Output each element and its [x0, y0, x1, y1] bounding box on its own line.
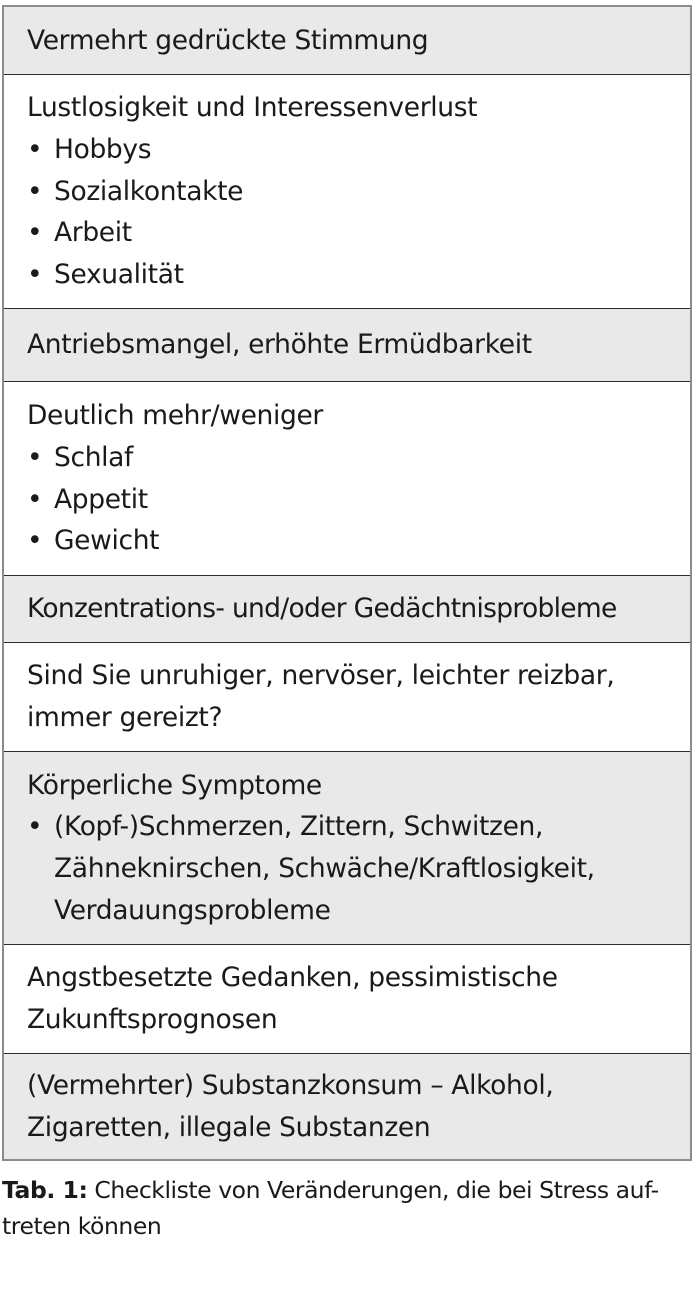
bullet-icon: •: [27, 217, 43, 249]
table-row: [4, 381, 690, 575]
table-row: [4, 944, 690, 1053]
row-text: Zukunftsprognosen: [27, 1004, 278, 1035]
table-row: [4, 308, 690, 381]
bullet-icon: •: [27, 259, 43, 291]
row-text: Konzentrations- und/oder Gedächtnisprobleme: [27, 593, 617, 625]
bullet-icon: •: [27, 133, 43, 165]
caption-text: Checkliste von Veränderungen, die bei Stress auf-: [87, 1176, 659, 1204]
table-row: [4, 7, 690, 74]
row-title: Lustlosigkeit und Interessenverlust: [27, 92, 478, 124]
list-item: • Sexualität: [27, 254, 690, 296]
bullet-icon: •: [27, 175, 43, 207]
row-text: Angstbesetzte Gedanken, pessimistische: [27, 962, 558, 994]
row-title: Körperliche Symptome: [27, 769, 322, 801]
list-item: • (Kopf-)Schmerzen, Zittern, Schwitzen,: [27, 806, 690, 848]
list-item-continuation: Zähneknirschen, Schwäche/Kraftlosigkeit,: [54, 853, 595, 884]
list-item: • Hobbys: [27, 129, 690, 171]
table-row: [4, 1053, 690, 1159]
bullet-icon: •: [27, 483, 43, 515]
list-item-continuation: Verdauungsprobleme: [54, 894, 331, 926]
row-text: (Vermehrter) Substanzkonsum – Alkohol,: [27, 1069, 554, 1101]
list-item: • Schlaf: [27, 437, 690, 479]
table-row: [4, 575, 690, 642]
row-text: Sind Sie unruhiger, nervöser, leichter reizbar,: [27, 660, 615, 692]
table-row: [4, 751, 690, 944]
row-text: immer gereizt?: [27, 702, 223, 733]
checklist-table: [2, 5, 692, 1161]
row-text: Vermehrt gedrückte Stimmung: [27, 24, 429, 56]
row-title: Deutlich mehr/weniger: [27, 400, 323, 432]
table-row: [4, 642, 690, 751]
bullet-icon: •: [27, 811, 43, 843]
bullet-icon: •: [27, 441, 43, 473]
list-item: • Arbeit: [27, 212, 690, 254]
list-item: • Gewicht: [27, 520, 690, 562]
bullet-icon: •: [27, 525, 43, 557]
row-text: Antriebsmangel, erhöhte Ermüdbarkeit: [27, 329, 532, 361]
caption-label: Tab. 1:: [2, 1176, 88, 1204]
caption-text-continuation: treten können: [2, 1212, 162, 1240]
table-row: [4, 74, 690, 308]
row-text: Zigaretten, illegale Substanzen: [27, 1111, 431, 1143]
table-caption: [2, 1172, 694, 1244]
list-item: • Appetit: [27, 479, 690, 521]
list-item: • Sozialkontakte: [27, 171, 690, 213]
